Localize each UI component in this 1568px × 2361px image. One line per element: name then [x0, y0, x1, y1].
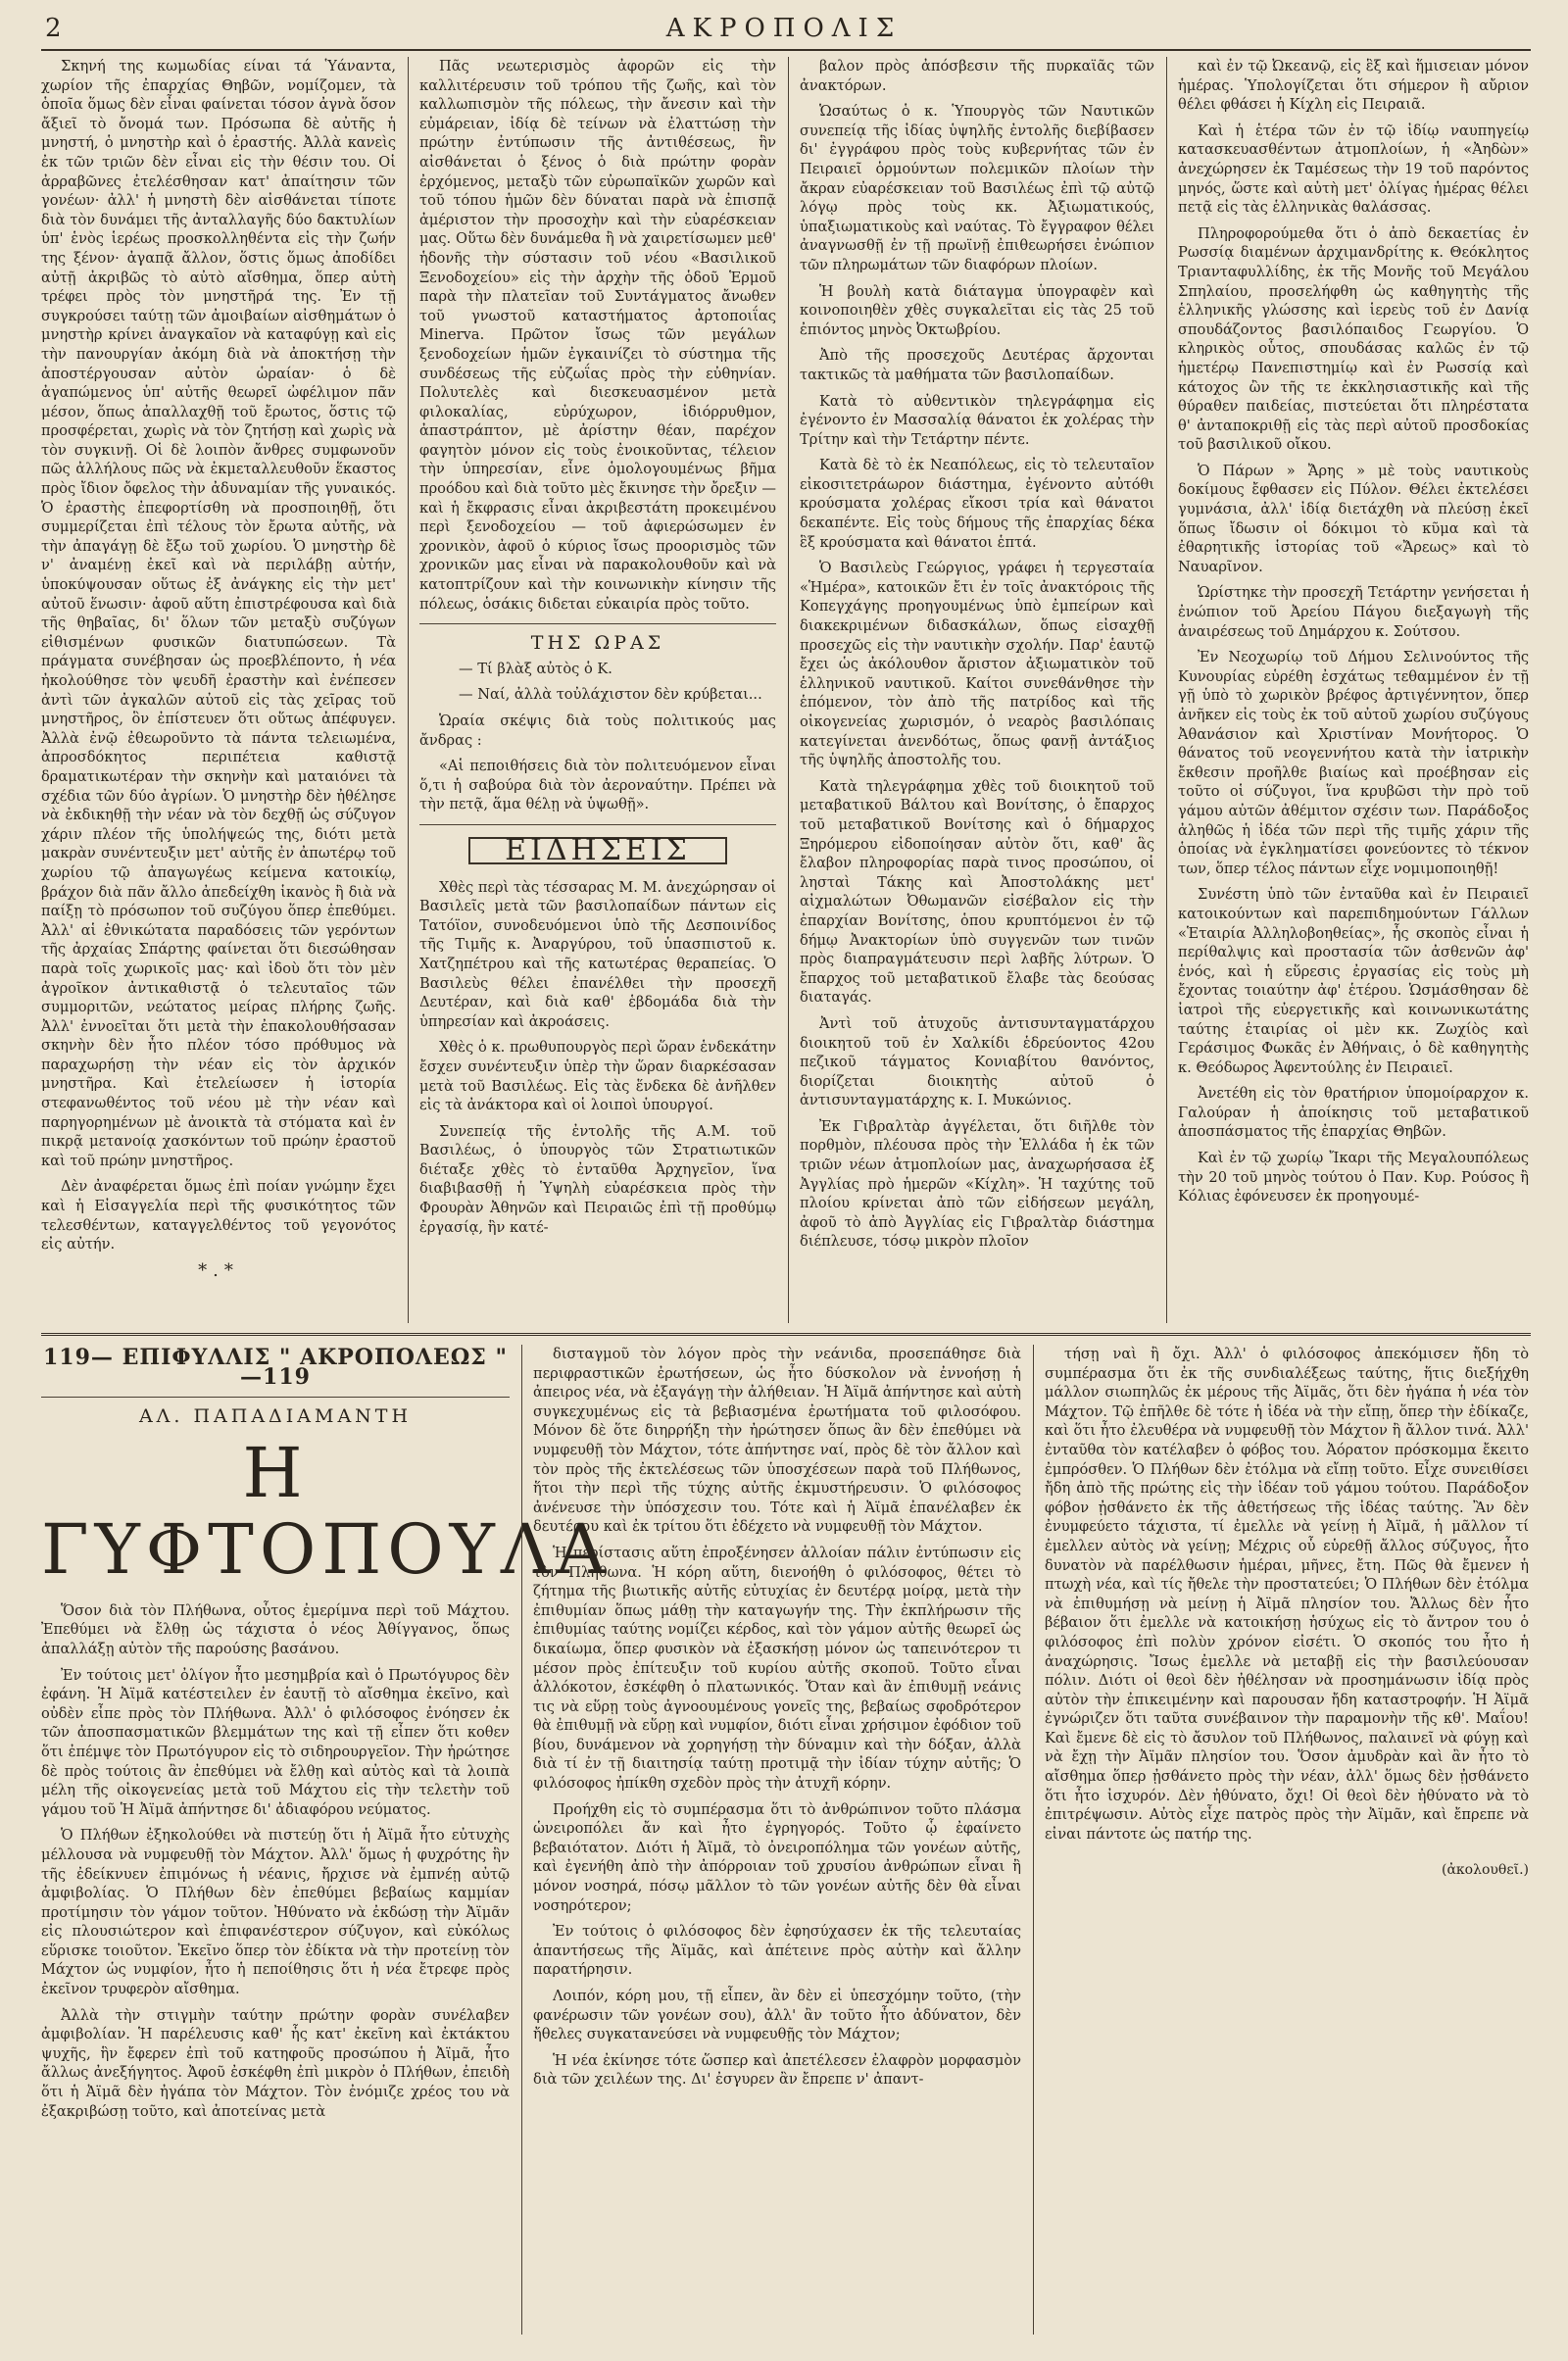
feuilleton-column-1	[41, 1345, 612, 2335]
dialog-line: — Ναί, ἀλλὰ τοὐλάχιστον δὲν κρύβεται...	[459, 686, 762, 704]
column-rule	[1166, 57, 1167, 1323]
column-1	[41, 57, 396, 1323]
novel-paragraph: Προήχθη εἰς τὸ συμπέρασμα ὅτι τὸ ἀνθρώπινον τοῦτο πλάσμα ὡνειροπόλει ἄν καὶ ἦτο ἐγρηγορός. Τοῦτο ᾧ ἐφαίνετο βεβαιότατον. Διότι ἡ Ἀϊμᾶ, τὸ ὀνειροπόλημα τῶν γονέων αὐτῆς, καὶ ἐγενήθη ἀπὸ τὴν ἀπόρροιαν τοῦ χρυσίου ἀνθρώπων εἶναι ἢ μόνον νοσηρά, πόσῳ μᾶλλον τὸ τῶν γονέων αὐτῆς δὲν θὰ εἶναι νοσηρότερον;	[533, 1800, 1021, 1914]
column-rule	[788, 57, 789, 1323]
novel-paragraph: Ἡ νέα ἐκίνησε τότε ὥσπερ καὶ ἀπετέλεσεν ἐλαφρὸν μορφασμὸν διὰ τῶν χειλέων της. Δι' ἐσγυρεν ἂν ἔπρεπε ν' ἀπαντ-	[533, 2051, 1021, 2089]
novel-paragraph: Ἡ περίστασις αὕτη ἐπροξένησεν ἀλλοίαν πάλιν ἐντύπωσιν εἰς τὸν Πλήθωνα. Ἡ κόρη αὕτη, διενοήθη ὁ φιλόσοφος, θέτει τὸ ζήτημα τῆς βιωτικῆς αὐτῆς εὐτυχίας ἐν δευτέρᾳ μοίρᾳ, μετὰ τὴν ἐπιθυμίαν ὅπως μάθῃ τὴν καταγωγήν της. Τὴν ἐκπλήρωσιν τῆς ἐπιθυμίας ταύτης νομίζει κέρδος, καὶ τὸν γάμον αὐτῆς θεωρεῖ ὡς δικαίωμα, ὅπερ φυσικὸν νὰ ἐξασκήσῃ μόνον ὡς ταπεινότερον τι μέσον πρὸς ἐπίτευξιν τοῦ κυρίου αὐτῆς σκοποῦ. Τοῦτο εἶναι ἀλλόκοτον, ἐσκέφθη ὁ πλατωνικός. Ὅταν καὶ ἂν ἐπιθυμῇ νεάνις τις νὰ εὕρῃ τοὺς ἀγνοουμένους γονεῖς της, βεβαίως σφοδρότερον θὰ ἐπιθυμῇ νὰ εὕρῃ καὶ νυμφίον, διότι εἶναι χρήσιμον ἐφόδιον τοῦ βίου, δυνάμενον νὰ χορηγήσῃ τὴν δύναμιν καὶ τὴν δόξαν, ἀλλὰ διὰ τί ἐν τῇ διαιτησίᾳ ταύτῃ προτιμᾷ τὴν ἰδίαν τύχην αὐτῆς; Ὁ φιλόσοφος ἠπίκθη σχεδὸν πρὸς τὴν ἀτυχῆ κόρην.	[533, 1544, 1021, 1793]
column-2	[419, 57, 776, 1323]
news-item: Ἐν Νεοχωρίῳ τοῦ Δήμου Σελινούντος τῆς Κυνουρίας εὑρέθη ἐσχάτως τεθαμμένον ἐν τῇ γῇ ὑπὸ τὸ χωρικὸν βρέφος ἀρτιγέννητον, ὅπερ ἀνῆκεν εἰς τοὺς ἐκ τοῦ αὐτοῦ χωρίου συζύγους Ἀθανάσιον καὶ Χριστίναν Μονήτορος. Ὁ θάνατος τοῦ νεογεννήτου κατὰ τὴν ἰατρικὴν ἔκθεσιν προῆλθε βιαίως καὶ προέβησαν εἰς τοῦτο οἱ σύζυγοι, ἵνα κρυβῶσι τὴν πρὸ τοῦ γάμου αὐτῶν ἀθέμιτον σχέσιν των. Παράδοξος ἀληθῶς ἡ ἰδέα τῶν περὶ τῆς τιμῆς χάριν τῆς ὁποίας νὰ ἐγκληματίσει φονεύοντες τὸ τέκνον των, ὅπερ τέλος πάντων εἶχε νομιμοποιηθῇ!	[1178, 649, 1529, 877]
page-number: 2	[45, 14, 62, 43]
novel-paragraph: Ὁ Πλήθων ἐξηκολούθει νὰ πιστεύῃ ὅτι ἡ Ἀϊμᾶ ἦτο εὐτυχὴς μέλλουσα νὰ νυμφευθῇ τὸν Μάχτον. Ἀλλ' ὅμως ἡ φυχρότης ἣν τῆς ἐδείκνυεν ἐπιμόνως ἡ νέανις, ἤρχισε νὰ ἐμπνέῃ αὐτῷ ἀμφιβολίας. Ὁ Πλήθων δὲν ἐπεθύμει βεβαίως καμμίαν προτίμησιν τὸν γάμον τοῦτον. Ἠθύνατο νὰ ἐκδώσῃ τὴν Ἀϊμᾶν εἰς πλουσιώτερον καὶ ἐπιφανέστερον σύζυγον, καὶ εὐκόλως εὕρισκε τοιοῦτον. Ἐκεῖνο ὅπερ τὸν ἐδίκτα νὰ τὴν προτείνῃ τὸν Μάχτον ὡς νυμφίον, ἦτο ἡ πεποίθησις ὅτι ἡ νέα ἔτρεφε πρὸς ἐκεῖνον τρυφερὸν αἴσθημα.	[41, 1827, 510, 1998]
news-section-title: ΕΙΔΗΣΕΙΣ	[468, 837, 727, 864]
news-item: Καὶ ἡ ἑτέρα τῶν ἐν τῷ ἰδίῳ ναυπηγείῳ κατασκευασθέντων ἀτμοπλοίων, ἡ «Ἀηδὼν» ἀνεχώρησεν ἐκ Ταμέσεως τὴν 19 τοῦ παρόντος μηνός, ὥστε καὶ αὐτὴ μετ' ὀλίγας ἡμέρας θέλει πετᾷ εἰς τὰς ἑλληνικὰς θαλάσσας.	[1178, 122, 1529, 217]
column-rule	[521, 1345, 522, 2335]
novel-paragraph: δισταγμοῦ τὸν λόγον πρὸς τὴν νεάνιδα, προσεπάθησε διὰ περιφραστικῶν ἐρωτήσεων, ὡς ἦτο δύσκολον νὰ ἐννοήσῃ ἡ ἀπειρος νέα, νὰ ἐξαγάγῃ τὴν ἀλήθειαν. Ἡ Ἀϊμᾶ ἀπήντησε καὶ αὐτὴ συγκεχυμένως εἰς τὰ βεβιασμένα ἐρωτήματα τοῦ φιλοσόφου. Μόνον δὲ ὅτε διηρρήξη τὴν ἠρώτησεν ὅπως ἂν δὲν ἐπεθύμει νὰ νυμφευθῇ τὸν Μάχτον, τότε ἀπήντησε ναί, πρὸς δὲ τὸν ἄλλον καὶ τὸν πρὸς τῆς ἐκτελέσεως τῶν ὑποσχέσεων παρὰ τοῦ Πλήθωνος, ἥτοι τὴν περὶ τῆς τύχης αὐτῆς ἐκμυστήρευσιν. Ὁ φιλόσοφος ἀνένευσε τὴν ὑπόσχεσιν του. Τότε καὶ ἡ Ἀϊμᾶ ἐπανέλαβεν ἐκ δευτέρου καὶ ἐκ τρίτου ὅτι ἐδέχετο νὰ νυμφευθῇ τὸν Μάχτον.	[533, 1346, 1021, 1536]
news-item: Πληροφορούμεθα ὅτι ὁ ἀπὸ δεκαετίας ἐν Ρωσσίᾳ διαμένων ἀρχιμανδρίτης κ. Θεόκλητος Τριανταφυλλίδης, ἐκ τῆς Μονῆς τοῦ Μεγάλου Σπηλαίου, προσελήφθη ὡς καθηγητὴς τῆς ἑλληνικῆς γλώσσης καὶ ἱερεὺς τοῦ ἐν Δανίᾳ σπουδάζοντος βασιλόπαιδος Γεωργίου. Ὁ κληρικὸς οὗτος, σπουδάσας καλῶς ἐν τῷ ἡμετέρῳ Πανεπιστημίῳ καὶ ἐν Ρωσσίᾳ καὶ κάτοχος ὢν τῆς τε ἐκκλησιαστικῆς καὶ τῆς θύραθεν παιδείας, πιστεύεται ὅτι πληρέστατα θ' ἀνταποκριθῇ εἰς τὰς περὶ αὐτοῦ προσδοκίας τοῦ βασιλικοῦ οἴκου.	[1178, 224, 1529, 454]
novel-paragraph: Λοιπόν, κόρη μου, τῇ εἶπεν, ἂν δὲν εἰ ὑπεσχόμην τοῦτο, (τὴν φανέρωσιν τῶν γονέων σου), ἀλλ' ἂν τοῦτο ἦτο ἀδύνατον, δὲν ἤθελες συγκατανεύσει νὰ νυμφευθῇς τὸν Μάχτον;	[533, 1988, 1021, 2043]
header-rule	[41, 49, 1531, 51]
column-4	[1178, 57, 1529, 1323]
novel-title: Η ΓΥΦΤΟΠΟΥΛΑ	[41, 1432, 612, 1590]
news-item: Ἀπὸ τῆς προσεχοῦς Δευτέρας ἄρχονται τακτικῶς τὰ μαθήματα τῶν βασιλοπαίδων.	[800, 347, 1154, 383]
news-item: Καὶ ἐν τῷ χωρίῳ Ἴκαρι τῆς Μεγαλουπόλεως τὴν 20 τοῦ μηνὸς τούτου ὁ Παν. Κυρ. Ρούσος ἢ Κόλιας ἐφόνευσεν ἐκ προηγουμέ-	[1178, 1150, 1529, 1205]
news-item: καὶ ἐν τῷ Ὠκεανῷ, εἰς ἓξ καὶ ἥμισειαν μόνον ἡμέρας. Ὑπολογίζεται ὅτι σήμερον ἢ αὔριον θέλει φθάσει ἡ Κίχλη εἰς Πειραιᾶ.	[1178, 58, 1529, 114]
section-divider	[41, 1333, 1531, 1336]
rule	[419, 824, 776, 825]
novel-paragraph: τήσῃ ναὶ ἢ ὄχι. Ἀλλ' ὁ φιλόσοφος ἀπεκόμισεν ἤδη τὸ συμπέρασμα ὅτι ἐκ τῆς συνδιαλέξεως ταύτης, ἥτις διεξήχθη μάλλον σιωπηλῶς ἐκ μέρους τῆς Ἀϊμᾶς, ὅτι δὲν ἠγάπα ἡ νέα τὸν Μάχτον. Τῷ ἐπῆλθε δὲ τότε ἡ ἰδέα νὰ τὴν εἴπῃ, ὅπερ τὴν ἐδίκαζε, καὶ ὅτι ἦτο ἐλευθέρα νὰ νυμφευθῇ τὸν Μάχτον ἢ ἄλλον τινά. Ἀλλ' ἐνταῦθα τὸν κατέλαβεν ὁ φόβος του. Ἀόρατον πρόσκομμα ἔκειτο ἐμπρόσθεν. Ὁ Πλήθων δὲν ἐτόλμα νὰ εἴπῃ τοῦτο. Εἶχε συνειθίσει ἤδη ἀπὸ τῆς πρώτης εἰς τὴν ἰδέαν τοῦ γάμου τούτου. Παράδοξον φόβον ᾐσθάνετο ἐκ τῆς ἀθετήσεως τῆς ἰδέας ταύτης. Ἂν δὲν ἐνυμφεύετο τάχιστα, τί ἐμελλε νὰ γείνῃ ἡ Ἀϊμᾶ, ἡ μᾶλλον τί ἐμελλεν αὐτὸς νὰ γείνῃ; Μέχρις οὗ εὑρεθῇ ἄλλος σύζυγος, ἦτο δυνατὸν νὰ παρέλθωσιν ἡμέραι, μῆνες, ἔτη. Πῶς θὰ ἔμενεν ἡ πτωχὴ νέα, καὶ τίς ἤθελε τὴν προστατεύει; Ὁ Πλήθων δὲν ἐτόλμα νὰ ἐπιθυμήσῃ νὰ μείνῃ ἡ Ἀϊμᾶ πλησίον του. Ἄλλως δὲν ἦτο βέβαιον ὅτι ἐμελλε νὰ κατοικήσῃ ἡσύχως εἰς τὸ ἄντρον του ὁ φιλόσοφος ἐπὶ πολὺν χρόνον εἰσέτι. Ὁ σκοπός του ἦτο ἡ ἀναχώρησις. Ἴσως ἐμελλε νὰ μεταβῇ εἰς τὴν βασιλεύουσαν πόλιν. Διότι οἱ θεοὶ δὲν ἠθέλησαν νὰ προσημάνωσιν ἰδίᾳ πρὸς αὐτὸν τὴν ἐπικειμένην καὶ παρουσαν ἤδη καταστροφήν. Ἡ Ἀϊμᾶ ἐγνώριζεν ὅτι ταῦτα συνέβαινον τὴν παραμονὴν τῆς κθ'. Μαΐου! Καὶ ἔμενε δὲ εἰς τὸ ἄσυλον τοῦ Πλήθωνος, παλαινεῖ νὰ φύγῃ καὶ νὰ ἔχῃ τὴν Ἀϊμᾶν πλησίον του. Ὅσον ἀμυδρὰν καὶ ἂν ἦτο τὸ αἴσθημα ὅπερ ᾐσθάνετο πρὸς τὴν νέαν, ἀλλ' ὅμως δὲν ᾐσθάνετο ὅτι ἦτο ἰσχυρόν. Δὲν ἠθύνατο, ὄχι! Οἱ θεοὶ δὲν ἠθύνατο νὰ τὸ ἐπιτρέψωσιν. Αὐτὸς εἶχε πατρὸς πρὸς τὴν Ἀϊμᾶν, καὶ ἔπρεπε νὰ εἰναι πάντοτε ὡς πατήρ της.	[1045, 1346, 1529, 1843]
news-item: Ἀντὶ τοῦ ἀτυχοῦς ἀντισυνταγματάρχου διοικητοῦ τοῦ ἐν Χαλκίδι ἑδρεύοντος 42ου πεζικοῦ τάγματος Κονιαβίτου θανόντος, διορίζεται διοικητὴς αὐτοῦ ὁ ἀντισυνταγματάρχης κ. Ι. Μυκώνιος.	[800, 1014, 1154, 1109]
column-3	[800, 57, 1154, 1323]
news-item: Συνέστη ὑπὸ τῶν ἐνταῦθα καὶ ἐν Πειραιεῖ κατοικούντων καὶ παρεπιδημούντων Γάλλων «Ἑταιρία Ἀλληλοβοηθείας», ἧς σκοπὸς εἶναι ἡ περίθαλψις καὶ προστασία τῶν ἀσθενῶν ἀφ' ἑνός, καὶ ἡ εὕρεσις ἐργασίας εἰς τοὺς μὴ ἔχοντας τοιαύτην ἀφ' ἑτέρου. Ὡσμάσθησαν δὲ ἰατροὶ τῆς εὐεργετικῆς καὶ κοινωνικωτάτης ταύτης ἑταιρίας οἱ μὲν κκ. Ζωχίὸς καὶ Γεράσιμος Φωκᾶς ἐν Ἀθήναις, ὁ δὲ καθηγητὴς κ. Θεόδωρος Ἀφεντούλης ἐν Πειραιεῖ.	[1178, 886, 1529, 1076]
article-paragraph: Ὡραία σκέψις διὰ τοὺς πολιτικούς μας ἄνδρας :	[419, 713, 776, 749]
continued-note: (ἀκολουθεῖ.)	[1442, 1862, 1529, 1879]
separator-stars: *.*	[198, 1259, 239, 1281]
feuilleton-column-2	[533, 1345, 1021, 2335]
article-paragraph: «Αἱ πεποιθήσεις διὰ τὸν πολιτευόμενον εἶναι ὅ,τι ἡ σαβούρα διὰ τὸν ἀεροναύτην. Πρέπει νὰ τὴν πετᾷ, ἅμα θέλῃ νὰ ὑψωθῇ».	[419, 758, 776, 813]
novel-paragraph: Ὅσον διὰ τὸν Πλήθωνα, οὗτος ἐμερίμνα περὶ τοῦ Μάχτου. Ἐπεθύμει νὰ ἔλθῃ ὡς τάχιστα ὁ νέος Ἀθίγγανος, ὅπως ἀπαλλάξῃ αὐτὸν τῆς παρούσης βασάνου.	[41, 1601, 510, 1657]
article-paragraph: Δὲν ἀναφέρεται ὅμως ἐπὶ ποίαν γνώμην ἔχει καὶ ἡ Εἰσαγγελία περὶ τῆς φυσικότητος τῶν τελεσθέντων, καταγγελθέντος τοῦ γεγονότος εἰς αὐτήν.	[41, 1178, 396, 1254]
column-rule	[1033, 1345, 1034, 2335]
news-item: Ὁ Πάρων » Ἄρης » μὲ τοὺς ναυτικοὺς δοκίμους ἔφθασεν εἰς Πύλον. Θέλει ἐκτελέσει γυμνάσια, ἀλλ' ἰδίᾳ διετάχθη νὰ πλεύσῃ ἐκεῖ ὅπως ἴδωσιν οἱ δόκιμοι τὸ κῦμα καὶ τὰ ἐθαρητικῆς ἱστορίας τοῦ «Ἄρεως» καὶ τὸ Ναυαρῖνον.	[1178, 462, 1529, 575]
novel-paragraph: Ἐν τούτοις ὁ φιλόσοφος δὲν ἐφησύχασεν ἐκ τῆς τελευταίας ἀπαντήσεως τῆς Ἀϊμᾶς, καὶ ἀπέτεινε πρὸς αὐτὴν καὶ ἄλλην παρατήρησιν.	[533, 1923, 1021, 1979]
news-item: Κατὰ τηλεγράφημα χθὲς τοῦ διοικητοῦ τοῦ μεταβατικοῦ Βάλτου καὶ Βονίτσης, ὁ ἔπαρχος τοῦ μεταβατικοῦ Βονίτσης καὶ ὁ δήμαρχος Ξηρόμερου εἰδοποίησαν αὐτὸν ὅτι, καθ' ἃς ἔλαβον πληροφορίας παρὰ τινος προσώπου, οἱ λησταὶ Τάκης καὶ Ἀποστολάκης μετ' αἰχμαλώτων Ὀθωμανῶν εἰσέβαλον εἰς τὴν ἐπαρχίαν Βονίτσης, ὁπου κρυπτόμενοι ἐν τῷ δήμῳ Ἀνακτορίων ὑπὸ συγγενῶν των τινῶν πρὸς διαπραγμάτευσιν περὶ λαβῆς λύτρων. Ὁ ἔπαρχος τοῦ μεταβατικοῦ ἔλαβε τὰς δεούσας διαταγάς.	[800, 777, 1154, 1007]
news-item: βαλον πρὸς ἀπόσβεσιν τῆς πυρκαϊᾶς τῶν ἀνακτόρων.	[800, 58, 1154, 94]
article-paragraph: Σκηνή της κωμωδίας είναι τά Ὑάναντα, χωρίον τῆς ἐπαρχίας Θηβῶν, νομίζομεν, τὰ ὁποῖα ὅμως δὲν εἶναι φαίνεται τόσον ἀγνὰ ὅσον ἄξιεῖ τὸ ὄνομά των. Πρόσωπα δὲ αὐτῆς ἡ μνηστή, ὁ μνηστὴρ καὶ ὁ ἐραστής. Ἀλλὰ κανεὶς ἐκ τῶν τριῶν δὲν εἶναι εἰς τὴν θέσιν του. Οἱ ἀρραβῶνες ἐτελέσθησαν κατ' ἀπαίτησιν τῶν γονέων· ἀλλ' ἡ μνηστὴ δὲν αἰσθάνεται τίποτε διὰ τὸν δυνάμει τῆς ἀνταλλαγῆς δύο δακτυλίων ὑπ' ἑνὸς ἱερέως προσκολληθέντα εἰς τὴν ζωήν της ξένον· ἀγαπᾷ ἄλλον, ὅστις ὅμως ἀποδίδει αὐτῇ ἀκριβῶς τὸ αὐτὸ αἴσθημα, ὅπερ αὐτὴ τρέφει πρὸς τὸν μνηστῆρά της. Ἐν τῇ συγκρούσει ταύτῃ τῶν ἀμοιβαίων αἰσθημάτων ὁ μνηστὴρ κρίνει ἀναγκαῖον νὰ καταφύγῃ καὶ εἰς τὴν πανουργίαν ἀκόμη διὰ νὰ ἀποκτήσῃ τὴν ἀποστέργουσαν αὐτὸν ὡραίαν· ὁ δὲ ἀγαπώμενος ὑπ' αὐτῆς θεωρεῖ ὠφέλιμον πᾶν μέσον, ὅπως ἀπαλλαχθῇ τοῦ ἔρωτος, ὅστις τῷ προσφέρεται, χωρὶς νὰ τὸν ζητήσῃ καὶ χωρὶς νὰ τὸν συγκινῇ. Οἱ δὲ λοιπὸν ἄνθρες συμφωνοῦν πῶς ἀλλήλους πῶς νὰ ἐκμεταλλευθοῦν ἕκαστος πρὸς ἴδιον ὄφελος τὴν ἀδυναμίαν τῆς γυναικός. Ὁ ἐραστὴς ἐπεφορτίσθη νὰ προσποιηθῇ, ὅτι συμμερίζεται ἐπὶ τέλους τὸν ἔρωτα αὐτῆς, νὰ τὴν ἀπαγάγῃ δὲ ἔξω τοῦ χωρίου. Ὁ μνηστὴρ δὲ ν' ἀναμένῃ ἐκεῖ καὶ νὰ περιλάβῃ αὐτήν, ὑποκύψουσαν οὕτως ἐξ ἀνάγκης εἰς τὴν μετ' αὐτοῦ ἕνωσιν· ἀφοῦ αὕτη ἐπιστρέφουσα καὶ διὰ τῆς θηβαῖας, δι' ὅλων τῶν μεταξὺ συζύγων εἰθισμένων φυσικῶν διατυπώσεων. Τὰ πράγματα συνέβησαν ὡς προεβλέποντο, ἡ νέα ἠκολούθησε τὸν ψευδῆ ἐραστὴν καὶ ἐνέπεσεν ἀντὶ τῶν ἀγκαλῶν αὐτοῦ εἰς τὰς χεῖρας τοῦ μνηστῆρος, ὃν ἐπίστευεν ὅτι οὕτως ἀπέφυγεν. Ἀλλὰ ἐνῷ ἐθεωροῦντο τὰ πάντα τελειωμένα, ἀπροσδόκητος περιπέτεια καθιστᾷ δραματικωτέραν τὴν σκηνὴν καὶ ματαιόνει τὰ σχέδια τῶν δύο ἀγρίων. Ὁ μνηστὴρ δὲν ἠθέλησε νὰ ἐκδικηθῇ τὴν νέαν νὰ τὸν δεχθῇ ὡς σύζυγον χάριν πλέον τῆς ὑπολήψεώς της, διότι μετὰ μακρὰν συνέντευξιν μετ' αὐτῆς ἐν ἀπωτέρῳ τοῦ χωρίου τῷ ἀπαγωγέως κείμενα κατοικίῳ, βράχον διὰ πᾶν ἄλλο ἀπεδείχθη ἱκανὸς ἢ διὰ νὰ παίξῃ τὸ πρόσωπον τοῦ συζύγου ὅπερ ἐπεθύμει. Ἀλλ' αἱ ἐθνικώτατα παραδόσεις τῶν γερόντων τῆς ἀρχαίας Σπάρτης φαίνεται ὅτι διεσώθησαν παρὰ τοῖς χωρικοῖς μας· καὶ ἰδοὺ ὅτι τὸν μὲν ἀγροῖκον ἀντικαθιστᾷ ὁ τελευταῖος τῶν συμμοριτῶν, νεώτατος μείρας πλήρης ζωῆς. Ἀλλ' ἐννοεῖται ὅτι μετὰ τὴν ἐπακολουθήσασαν σκηνὴν δὲν ἦτο πλέον τόσο πρόθυμος νὰ παραχωρήσῃ τὴν νέαν εἰς τὸν ἀρχικόν μνηστῆρα. Καὶ ἐτελείωσεν ἡ ἱστορία στεφανωθέντος τοῦ νέου μὲ τὴν νέαν καὶ παρηγορημένων μὲ ἀνοικτὰ τὰ στόματα καὶ ἐν πικρᾷ μετανοίᾳ χασκόντων τοῦ πρώην ἐραστοῦ καὶ τοῦ πρώην μνηστῆρος.	[41, 58, 396, 1169]
page-header	[0, 0, 1568, 55]
news-item: Ἡ βουλὴ κατὰ διάταγμα ὑπογραφὲν καὶ κοινοποιηθὲν χθὲς συγκαλεῖται εἰς τὰς 25 τοῦ ἐπιόντος μηνὸς Ὀκτωβρίου.	[800, 282, 1154, 338]
novel-paragraph: Ἐν τούτοις μετ' ὀλίγον ἦτο μεσημβρία καὶ ὁ Πρωτόγυρος δὲν ἐφάνη. Ἡ Ἀϊμᾶ κατέστειλεν ἐν ἑαυτῇ τὸ αἴσθημα ἐκεῖνο, καὶ οὐδὲν εἶπε πρὸς τὸν Πλήθωνα. Ἀλλ' ὁ φιλόσοφος ἐνόησεν ἐκ τῶν ἀποσπασματικῶν βλεμμάτων της καὶ τῇ εἶπεν ὅτι κοθεν ὅτι ἐπέμψε τὸν Πρωτόγυρον εἰς τὸ σιδηρουργεῖον. Τὴν ἠρώτησε δὲ πρὸς τούτοις ἂν ἐπεθύμει νὰ ἔλθῃ καὶ αὐτὸς καὶ τὰ λοιπὰ μέλη τῆς οἰκογενείας μετὰ τοῦ Μάχτου εἰς τὴν τελετὴν τοῦ γάμου τοῦ Ἡ Ἀϊμᾶ ἀπήντησε δι' ἀδιαφόρου νεύματος.	[41, 1666, 510, 1818]
section-title-tis-oras: ΤΗΣ ΩΡΑΣ	[530, 632, 665, 655]
news-item: Ἐκ Γιβραλτὰρ ἀγγέλεται, ὅτι διῆλθε τὸν πορθμὸν, πλέουσα πρὸς τὴν Ἑλλάδα ἡ ἐκ τῶν τριῶν νέων ἀτμοπλοίων μας, ἀναχωρήσασα ἐξ Ἀγγλίας πρὸ ἡμερῶν «Κίχλη». Ἡ ταχύτης τοῦ πλοίου κρίνεται ἀπὸ τῶν εἰδήσεων μεγάλη, ἀφοῦ τὸ ἀπὸ Ἀγγλίας εἰς Γιβραλτὰρ διάστημα διέπλευσε, τόσῳ μικρὸν πλοῖον	[800, 1117, 1154, 1251]
news-item: Ἀνετέθη εἰς τὸν θρατήριον ὑπομοίραρχον κ. Γαλούραν ἡ ἀποίκησις τοῦ μεταβατικοῦ ἀποσπάσματος τῆς ἐπαρχίας Θηβῶν.	[1178, 1085, 1529, 1141]
column-rule	[408, 57, 409, 1323]
news-item: Κατὰ τὸ αὐθεντικὸν τηλεγράφημα εἰς ἐγένοντο ἐν Μασσαλίᾳ θάνατοι ἐκ χολέρας τὴν Τρίτην καὶ τὴν Τετάρτην πέντε.	[800, 392, 1154, 448]
rule	[419, 623, 776, 624]
rule	[41, 1397, 510, 1398]
news-item: Ὡσαύτως ὁ κ. Ὑπουργὸς τῶν Ναυτικῶν συνεπείᾳ τῆς ἰδίας ὑψηλῆς ἐντολῆς διεβίβασεν δι' ἐγγράφου πρὸς τοὺς κυβερνήτας τῶν ἐν Πειραιεῖ ὁρμούντων πολεμικῶν πλοίων τὴν ἄκραν εὐαρέσκειαν τοῦ Βασιλέως ἐπὶ τῷ αὐτῷ λόγῳ πρὸς τοὺς κκ. Ἀξιωματικούς, ὑπαξιωματικοὺς καὶ ναύτας. Τὸ ἔγγραφον θέλει ἀναγνωσθῇ ἐν τῇ πρωϊνῇ ἐπιθεωρήσει ἐνώπιον τῶν πληρωμάτων τῶν διαφόρων πλοίων.	[800, 103, 1154, 273]
article-paragraph: Πᾶς νεωτερισμὸς ἀφορῶν εἰς τὴν καλλιτέρευσιν τοῦ τρόπου τῆς ζωῆς, καὶ τὸν καλλωπισμὸν τῆς πόλεως, τὴν ἄνεσιν καὶ τὴν εὐμάρειαν, ἰδίᾳ δὲ τείνων νὰ ἐλαττώσῃ τὴν πρώτην ἐντύπωσιν τῆς ἀντιθέσεως, ἣν αἰσθάνεται ὁ ξένος ὁ διὰ πρώτην φορὰν ἐρχόμενος, μεταξὺ τῶν εὐρωπαϊκῶν χωρῶν καὶ τοῦ τόπου ἡμῶν δὲν δύναται παρὰ νὰ ἐπισπᾷ ἀμέριστον τὴν προσοχὴν καὶ τὴν εὐαρέσκειαν μας. Οὕτω δὲν δυνάμεθα ἢ νὰ χαιρετίσωμεν μεθ' ἡδονῆς τὴν σύστασιν τοῦ νέου «Βασιλικοῦ Ξενοδοχείου» εἰς τὴν ἀρχὴν τῆς ὁδοῦ Ἑρμοῦ παρὰ τὴν πλατεῖαν τοῦ Συντάγματος ἄνωθεν τοῦ γνωστοῦ καταστήματος ἀρτοποιΐας Minerva. Πρῶτον ἴσως τῶν μεγάλων ξενοδοχείων ἡμῶν ἐγκαινίζει τὸ σύστημα τῆς συνδέσεως τῆς εὐζωΐας πρὸς τὴν εὐθηνίαν. Πολυτελὲς καὶ διεσκευασμένον μετὰ φιλοκαλίας, εὐρύχωρον, ἰδιόρρυθμον, ἀπαστράπτον, μὲ ἀρίστην θέαν, παρέχον φαγητὸν μόνον εἰς τοὺς ἐνοικοῦντας, τέλειον τὴν ὑπηρεσίαν, εἶνε ὁμολογουμένως βῆμα προόδου καὶ διὰ τοῦτο μὲς ἔκινησε τὴν ὄρεξιν — καὶ ἡ ἔκφρασις εἶναι ἀκριβεστάτη προκειμένου περὶ ξενοδοχείου — τοῦ ἀφιερώσωμεν ἐν χρονικὸν, ἀφοῦ ὁ κύριος ἴσως προορισμὸς τῶν χρονικῶν μας εἶναι νὰ παρακολουθοῦν καὶ νὰ κατοπτρίζουν καὶ τὴν κοινωνικὴν κίνησιν τῆς πόλεως, ὁσάκις διδεται εὐκαιρία πρὸς τοῦτο.	[419, 58, 776, 613]
news-item: Ὡρίστηκε τὴν προσεχῆ Τετάρτην γενήσεται ἡ ἐνώπιον τοῦ Ἀρείου Πάγου διεξαγωγὴ τῆς ἀναιρέσεως τοῦ Δημάρχου κ. Σούτσου.	[1178, 584, 1529, 640]
news-item: Χθὲς περὶ τὰς τέσσαρας Μ. Μ. ἀνεχώρησαν οἱ Βασιλεῖς μετὰ τῶν βασιλοπαίδων πάντων εἰς Τατόϊον, συνοδευόμενοι ὑπὸ τῆς Δεσποινίδος τῆς Τιμῆς κ. Ἀναργύρου, τοῦ ὑπασπιστοῦ κ. Χατζηπέτρου καὶ τῆς κατωτέρας θεραπείας. Ὁ Βασιλεὺς θέλει ἐπανέλθει τὴν προσεχῆ Δευτέραν, καὶ διὰ καθ' ἑβδομάδα διὰ τὴν ὑπηρεσίαν καὶ ἀκροάσεις.	[419, 878, 776, 1030]
news-item: Κατὰ δὲ τὸ ἐκ Νεαπόλεως, εἰς τὸ τελευταῖον εἰκοσιτετράωρον διάστημα, ἐγένοντο αὐτόθι κρούσματα χολέρας εἴκοσι τρία καὶ θάνατοι δεκαπέντε. Εἰς τοὺς δήμους τῆς ἐπαρχίας δέκα ἓξ κρούσματα καὶ θάνατοι ἑπτά.	[800, 457, 1154, 551]
author-name: ΑΛ. ΠΑΠΑΔΙΑΜΑΝΤΗ	[138, 1405, 413, 1428]
news-item: Συνεπείᾳ τῆς ἐντολῆς τῆς Α.Μ. τοῦ Βασιλέως, ὁ ὑπουργὸς τῶν Στρατιωτικῶν διέταξε χθὲς τὸ ἐνταῦθα Ἀρχηγεῖον, ἵνα διαβιβασθῇ ἡ Ὑψηλὴ εὐαρέσκεια πρὸς τὴν Φρουρὰν Ἀθηνῶν καὶ Πειραιῶς ἐπὶ τῇ προθύμῳ ἐργασίᾳ, ἣν κατέ-	[419, 1122, 776, 1236]
news-item: Ὁ Βασιλεὺς Γεώργιος, γράφει ἡ τεργεσταία «Ἡμέρα», κατοικῶν ἔτι ἐν τοῖς ἀνακτόροις τῆς Κοπεγχάγης προηγουμένως ὑπὸ ἐμπείρων καὶ διακεκριμένων διδασκάλων, ὅπως εἰσαχθῇ προσεχῶς εἰς τὴν ναυτικὴν σχολήν. Παρ' ἑαυτῷ ἔχει ὡς ἀκόλουθον ἄριστον ἀξιωματικὸν τοῦ ἑλληνικοῦ ναυτικοῦ. Καίτοι συνεθάνθησε τὴν ἑπόμενον, τὸν ἀπὸ τῆς πατρίδος καὶ τῆς οἰκογενείας χωρισμόν, ὁ νεαρὸς βασιλόπαις κατεγίνεται ἀνενδότως, ὅπως φανῇ ἀντάξιος τῆς ὑψηλῆς ἀποστολῆς του.	[800, 560, 1154, 769]
dialog-line: — Τί βλὰξ αὐτὸς ὁ Κ.	[459, 660, 612, 677]
masthead: ΑΚΡΟΠΟΛΙΣ	[665, 14, 903, 43]
news-item: Χθὲς ὁ κ. πρωθυπουργὸς περὶ ὥραν ἑνδεκάτην ἔσχεν συνέντευξιν ὑπὲρ τὴν ὥραν διαρκέσασαν μετὰ τοῦ Βασιλέως. Εἰς τὰς ἕνδεκα δὲ ἀνῆλθεν εἰς τὰ ἀνάκτορα καὶ οἱ λοιποὶ ὑπουργοί.	[419, 1039, 776, 1114]
feuilleton-column-3	[1045, 1345, 1529, 2335]
novel-paragraph: Ἀλλὰ τὴν στιγμὴν ταύτην πρώτην φορὰν συνέλαβεν ἀμφιβολίαν. Ἡ παρέλευσις καθ' ἧς κατ' ἐκεῖνη καὶ ἐκτάκτου ψυχῆς, ἣν ἔφερεν ἐπὶ τοῦ κατηφοῦς προσώπου ἡ Ἀϊμᾶ, ἦτο ἄλλως ἀνεξήγητος. Ἀφοῦ ἐσκέφθη ἐπὶ μικρὸν ὁ Πλήθων, ἐπειδὴ ὅτι ἡ Ἀϊμᾶ δὲν ἠγάπα τὸν Μάχτον. Τὸν ἐνόμιζε χρέος του νὰ ἐξακριβώσῃ τοῦτο, καὶ ἀποτείνας μετὰ	[41, 2006, 510, 2120]
feuilleton-heading: 119— ΕΠΙΦΥΛΛΙΣ " ΑΚΡΟΠΟΛΕΩΣ " —119	[43, 1345, 508, 1390]
